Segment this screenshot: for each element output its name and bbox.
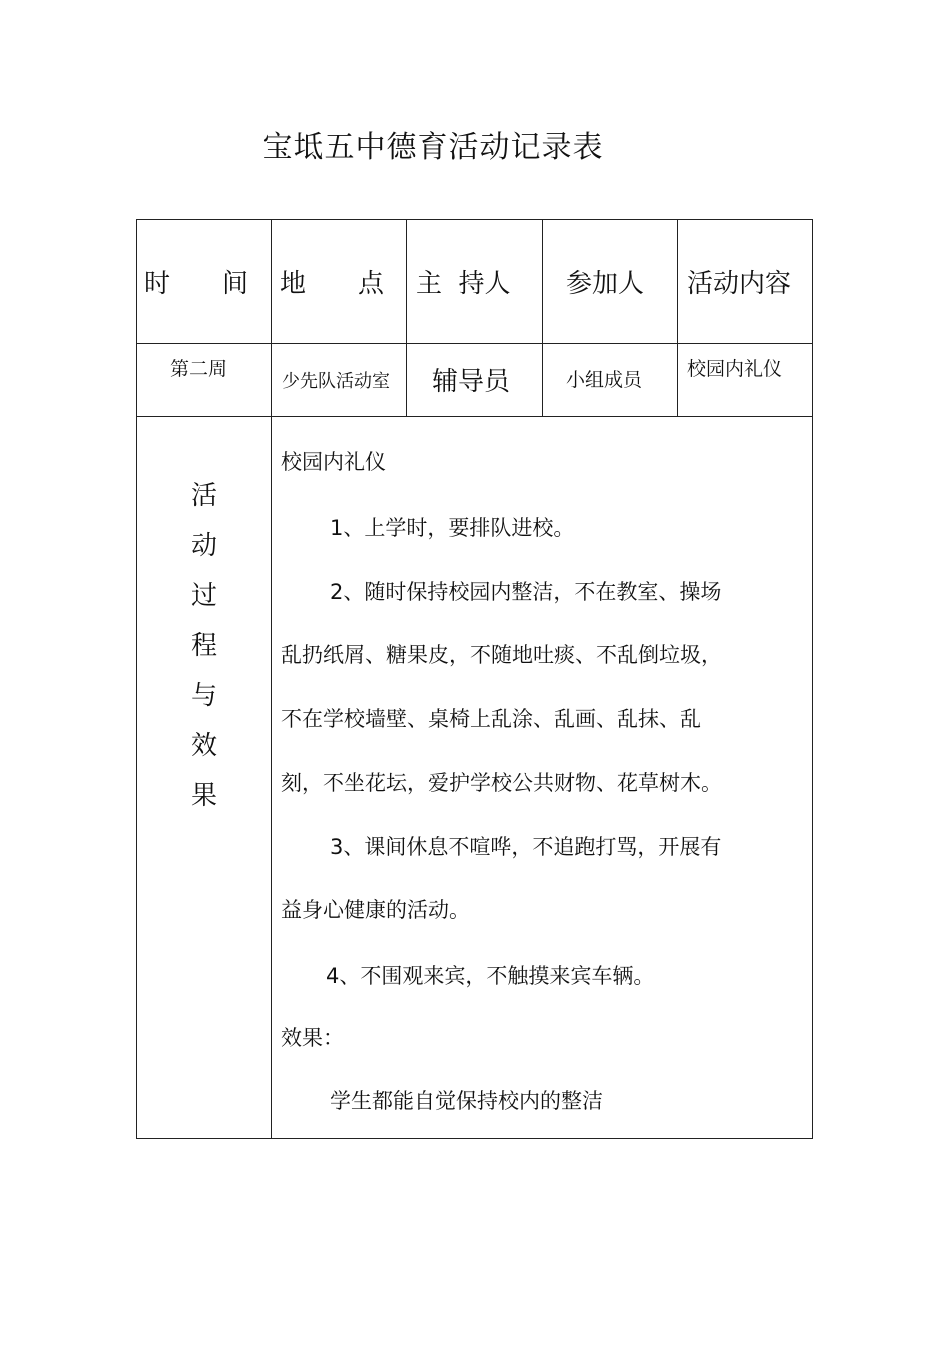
table-border-right [812,219,813,1139]
effect-label: 效果： [281,1026,344,1050]
process-label-char: 过 [190,581,217,611]
process-heading: 校园内礼仪 [281,450,386,474]
row-time: 第二周 [170,357,228,380]
process-label [136,471,272,821]
table-border-bottom [136,1138,813,1139]
process-line: 刻，不坐花坛，爱护学校公共财物、花草树木。 [281,771,722,795]
process-label-char: 与 [190,681,217,711]
header-host: 主 持人 [416,268,511,299]
effect-text: 学生都能自觉保持校内的整洁 [330,1089,603,1113]
table-column-divider-3 [542,219,543,417]
row-place: 少先队活动室 [282,371,390,392]
process-label-char: 效 [190,731,217,761]
table-divider-header [136,343,813,344]
process-label-char: 动 [190,531,217,561]
process-line: 不在学校墙壁、桌椅上乱涂、乱画、乱抹、乱 [281,707,701,731]
process-line: 乱扔纸屑、糖果皮，不随地吐痰、不乱倒垃圾， [281,643,722,667]
process-label-char: 果 [190,781,217,811]
row-content: 校园内礼仪 [687,357,783,380]
process-line: 1、上学时，要排队进校。 [330,516,575,540]
process-label-char: 程 [190,631,217,661]
process-line: 4、不围观来宾，不触摸来宾车辆。 [326,964,655,988]
process-line: 2、随时保持校园内整洁，不在教室、操场 [330,580,722,604]
header-participants: 参加人 [566,268,645,299]
process-line: 益身心健康的活动。 [281,898,470,922]
table-column-divider-4 [677,219,678,417]
activity-record-table [136,219,813,1139]
header-time: 时 间 [144,268,249,299]
table-divider-row [136,416,813,417]
row-participants: 小组成员 [566,368,643,391]
process-line: 3、课间休息不喧哗，不追跑打骂，开展有 [330,835,722,859]
table-column-divider-2 [406,219,407,417]
page-title: 宝坻五中德育活动记录表 [262,130,604,165]
header-content: 活动内容 [687,268,792,299]
row-host: 辅导员 [432,366,511,397]
header-place: 地 点 [280,268,385,299]
process-label-char: 活 [190,481,217,511]
